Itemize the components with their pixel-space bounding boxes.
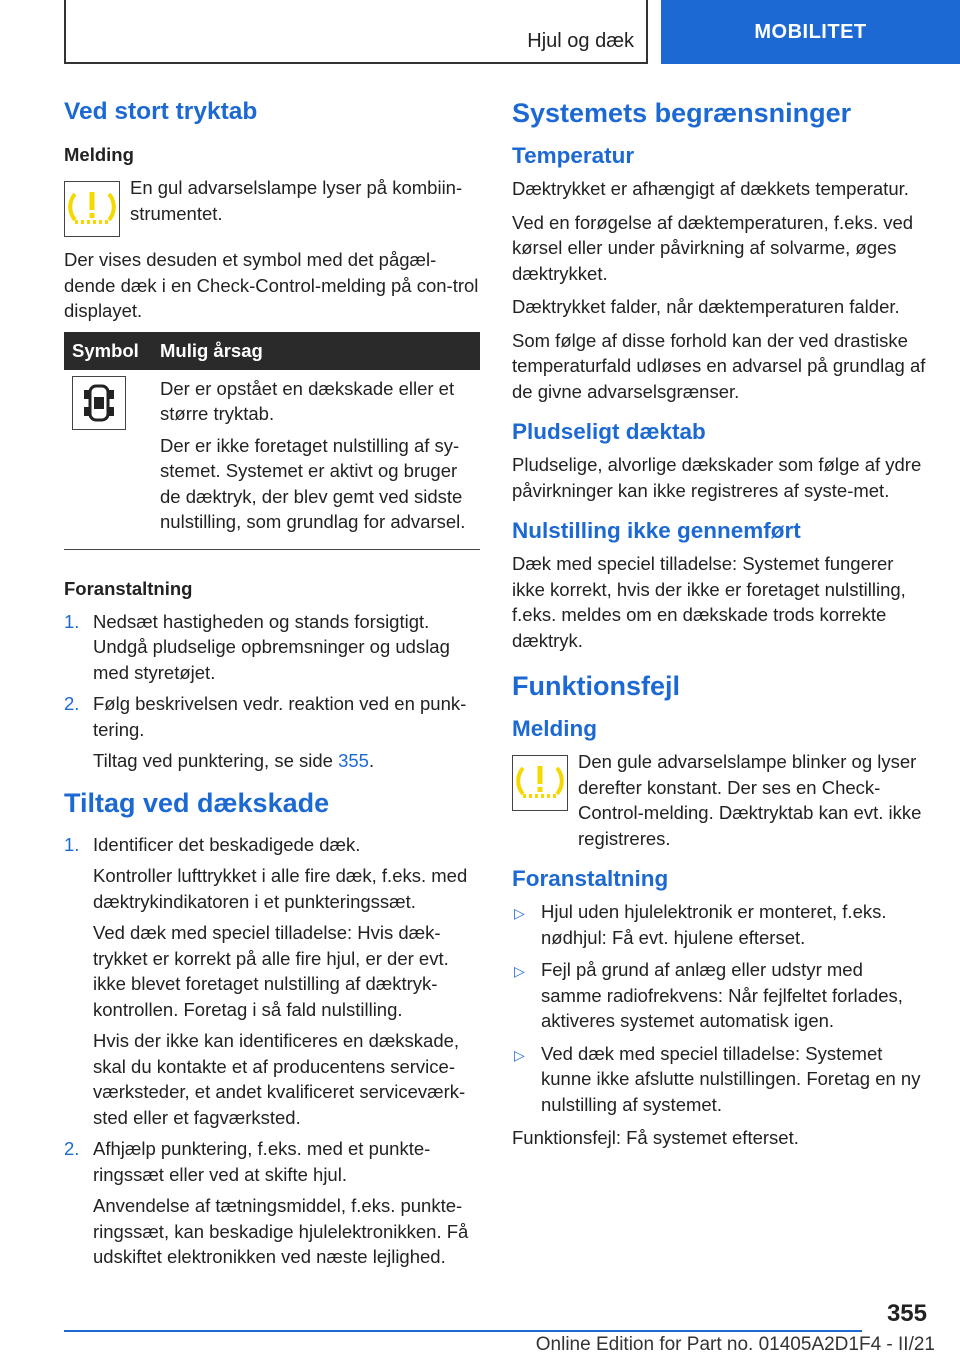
subheading-melding: Melding bbox=[64, 144, 134, 165]
table-header-cause: Mulig årsag bbox=[152, 332, 480, 370]
left-column bbox=[64, 96, 480, 1282]
temp-paragraph: Ved en forøgelse af dæktemperaturen, f.eks. ved kørsel eller under påvirkning af solvarme, øges dæktrykket. bbox=[512, 211, 914, 284]
subheading-temperature: Temperatur bbox=[512, 143, 635, 168]
list-item: 2. Afhjælp punktering, f.eks. med et punkte-ringssæt eller ved at skifte hjul. Anvendelse af tætningsmiddel, f.eks. punkte-ringssæt, kan beskadige hjulelektronikken. Få udskiftet elektronikken ved næste lejlighed. bbox=[64, 1138, 469, 1267]
list-item: ▷ Hjul uden hjulelektronik er monteret, f.eks. nødhjul: Få evt. hjulene efterset. bbox=[514, 901, 887, 948]
temp-paragraph: Som følge af disse forhold kan der ved drastiske temperaturfald udløses en advarsel på grundlag af de givne advarselsgrænser. bbox=[512, 329, 926, 402]
temp-paragraph: Dæktrykket er afhængigt af dækkets temperatur. bbox=[512, 178, 909, 199]
reset-paragraph: Dæk med speciel tilladelse: Systemet fungerer ikke korrekt, hvis der ikke er foretaget nulstilling, f.eks. meldes om en dækskade trods korrekte dæktryk. bbox=[512, 553, 906, 651]
page-number: 355 bbox=[886, 1300, 927, 1327]
cause-damage: Der er opstået en dækskade eller et større tryktab. bbox=[160, 377, 455, 424]
measures-list bbox=[64, 609, 480, 774]
subheading-melding-right: Melding bbox=[512, 716, 597, 741]
footer-divider bbox=[64, 1330, 862, 1332]
car-tire-damage-icon bbox=[72, 376, 126, 430]
header-tab-mobilitet[interactable]: MOBILITET bbox=[661, 0, 960, 64]
list-item: 1. Nedsæt hastigheden og stands forsigtigt. Undgå pludselige opbremsninger og udslag med styretøjet. bbox=[64, 610, 450, 683]
fault-message bbox=[512, 749, 928, 851]
header-section-title: Hjul og dæk bbox=[527, 30, 634, 52]
temp-paragraph: Dæktrykket falder, når dæktemperaturen falder. bbox=[512, 296, 900, 317]
heading-limits: Systemets begrænsninger bbox=[512, 98, 852, 128]
heading-tiltag: Tiltag ved dækskade bbox=[64, 787, 330, 818]
warning-message bbox=[64, 175, 480, 237]
bullet-triangle-icon: ▷ bbox=[514, 963, 525, 979]
table-header-symbol: Symbol bbox=[64, 332, 152, 370]
tiltag-list bbox=[64, 832, 480, 1270]
sudden-paragraph: Pludselige, alvorlige dækskader som følge af ydre påvirkninger kan ikke registreres af syste-met. bbox=[512, 454, 922, 501]
list-item: ▷ Fejl på grund af anlæg eller udstyr med samme radiofrekvens: Når fejlfeltet forlades, aktiveres systemet automatisk igen. bbox=[514, 959, 903, 1031]
footer-edition: Online Edition for Part no. 01405A2D1F4 - II/21 bbox=[535, 1334, 935, 1355]
right-column bbox=[512, 96, 928, 1159]
list-item: 1. Identificer det beskadigede dæk. Kontroller lufttrykket i alle fire dæk, f.eks. med dæktrykindikatoren i et punkteringssæt. Ved dæk med speciel tilladelse: Hvis dæk-trykket er korrekt på alle fire hjul, er der evt. ikke blevet foretaget nulstilling af dæktryk-kontrollen. Foretag i så fald nulstilling. Hvis der ikke kan identificeres en dækskade, skal du kontakte et af producentens service-værksteder, et andet kvalificeret serviceværk-sted eller et fagværksted. bbox=[64, 833, 468, 1128]
bullet-triangle-icon: ▷ bbox=[514, 905, 525, 921]
table-row bbox=[64, 370, 480, 550]
tire-pressure-warning-icon bbox=[64, 181, 120, 237]
fault-measures-list bbox=[512, 899, 928, 1117]
heading-fault: Funktionsfejl bbox=[512, 671, 680, 701]
paragraph-symbol-info: Der vises desuden et symbol med det pågæl-dende dæk i en Check-Control-melding på con-trol displayet. bbox=[64, 249, 479, 321]
cause-no-reset: Der er ikke foretaget nulstilling af sy-stemet. Systemet er aktivt og bruger de dæktryk, der blev gemt ved sidste nulstilling, som grundlag for advarsel. bbox=[160, 434, 466, 532]
heading-high-pressure-loss: Ved stort tryktab bbox=[64, 98, 258, 125]
subheading-reset: Nulstilling ikke gennemført bbox=[512, 518, 801, 543]
bullet-triangle-icon: ▷ bbox=[514, 1046, 525, 1063]
fault-melding-text: Den gule advarselslampe blinker og lyser derefter konstant. Der ses en Check-Control-melding. Dæktryktab kan evt. ikke registreres. bbox=[578, 751, 922, 849]
page-link-355[interactable]: 355 bbox=[338, 750, 369, 771]
melding-text: En gul advarselslampe lyser på kombiin-strumentet. bbox=[130, 177, 463, 224]
list-item: ▷ Ved dæk med speciel tilladelse: Systemet kunne ikke afslutte nulstillingen. Foretag en ny nulstilling af systemet. bbox=[514, 1042, 921, 1115]
final-paragraph: Funktionsfejl: Få systemet efterset. bbox=[512, 1127, 799, 1148]
cause-table bbox=[64, 332, 480, 550]
tire-pressure-warning-icon bbox=[512, 755, 568, 811]
subheading-sudden-loss: Pludseligt dæktab bbox=[512, 419, 706, 444]
subheading-foranstaltning: Foranstaltning bbox=[64, 577, 193, 599]
list-item: 2. Følg beskrivelsen vedr. reaktion ved en punk-tering. Tiltag ved punktering, se side 355. bbox=[64, 693, 467, 771]
subheading-foranstaltning-right: Foranstaltning bbox=[512, 866, 669, 891]
